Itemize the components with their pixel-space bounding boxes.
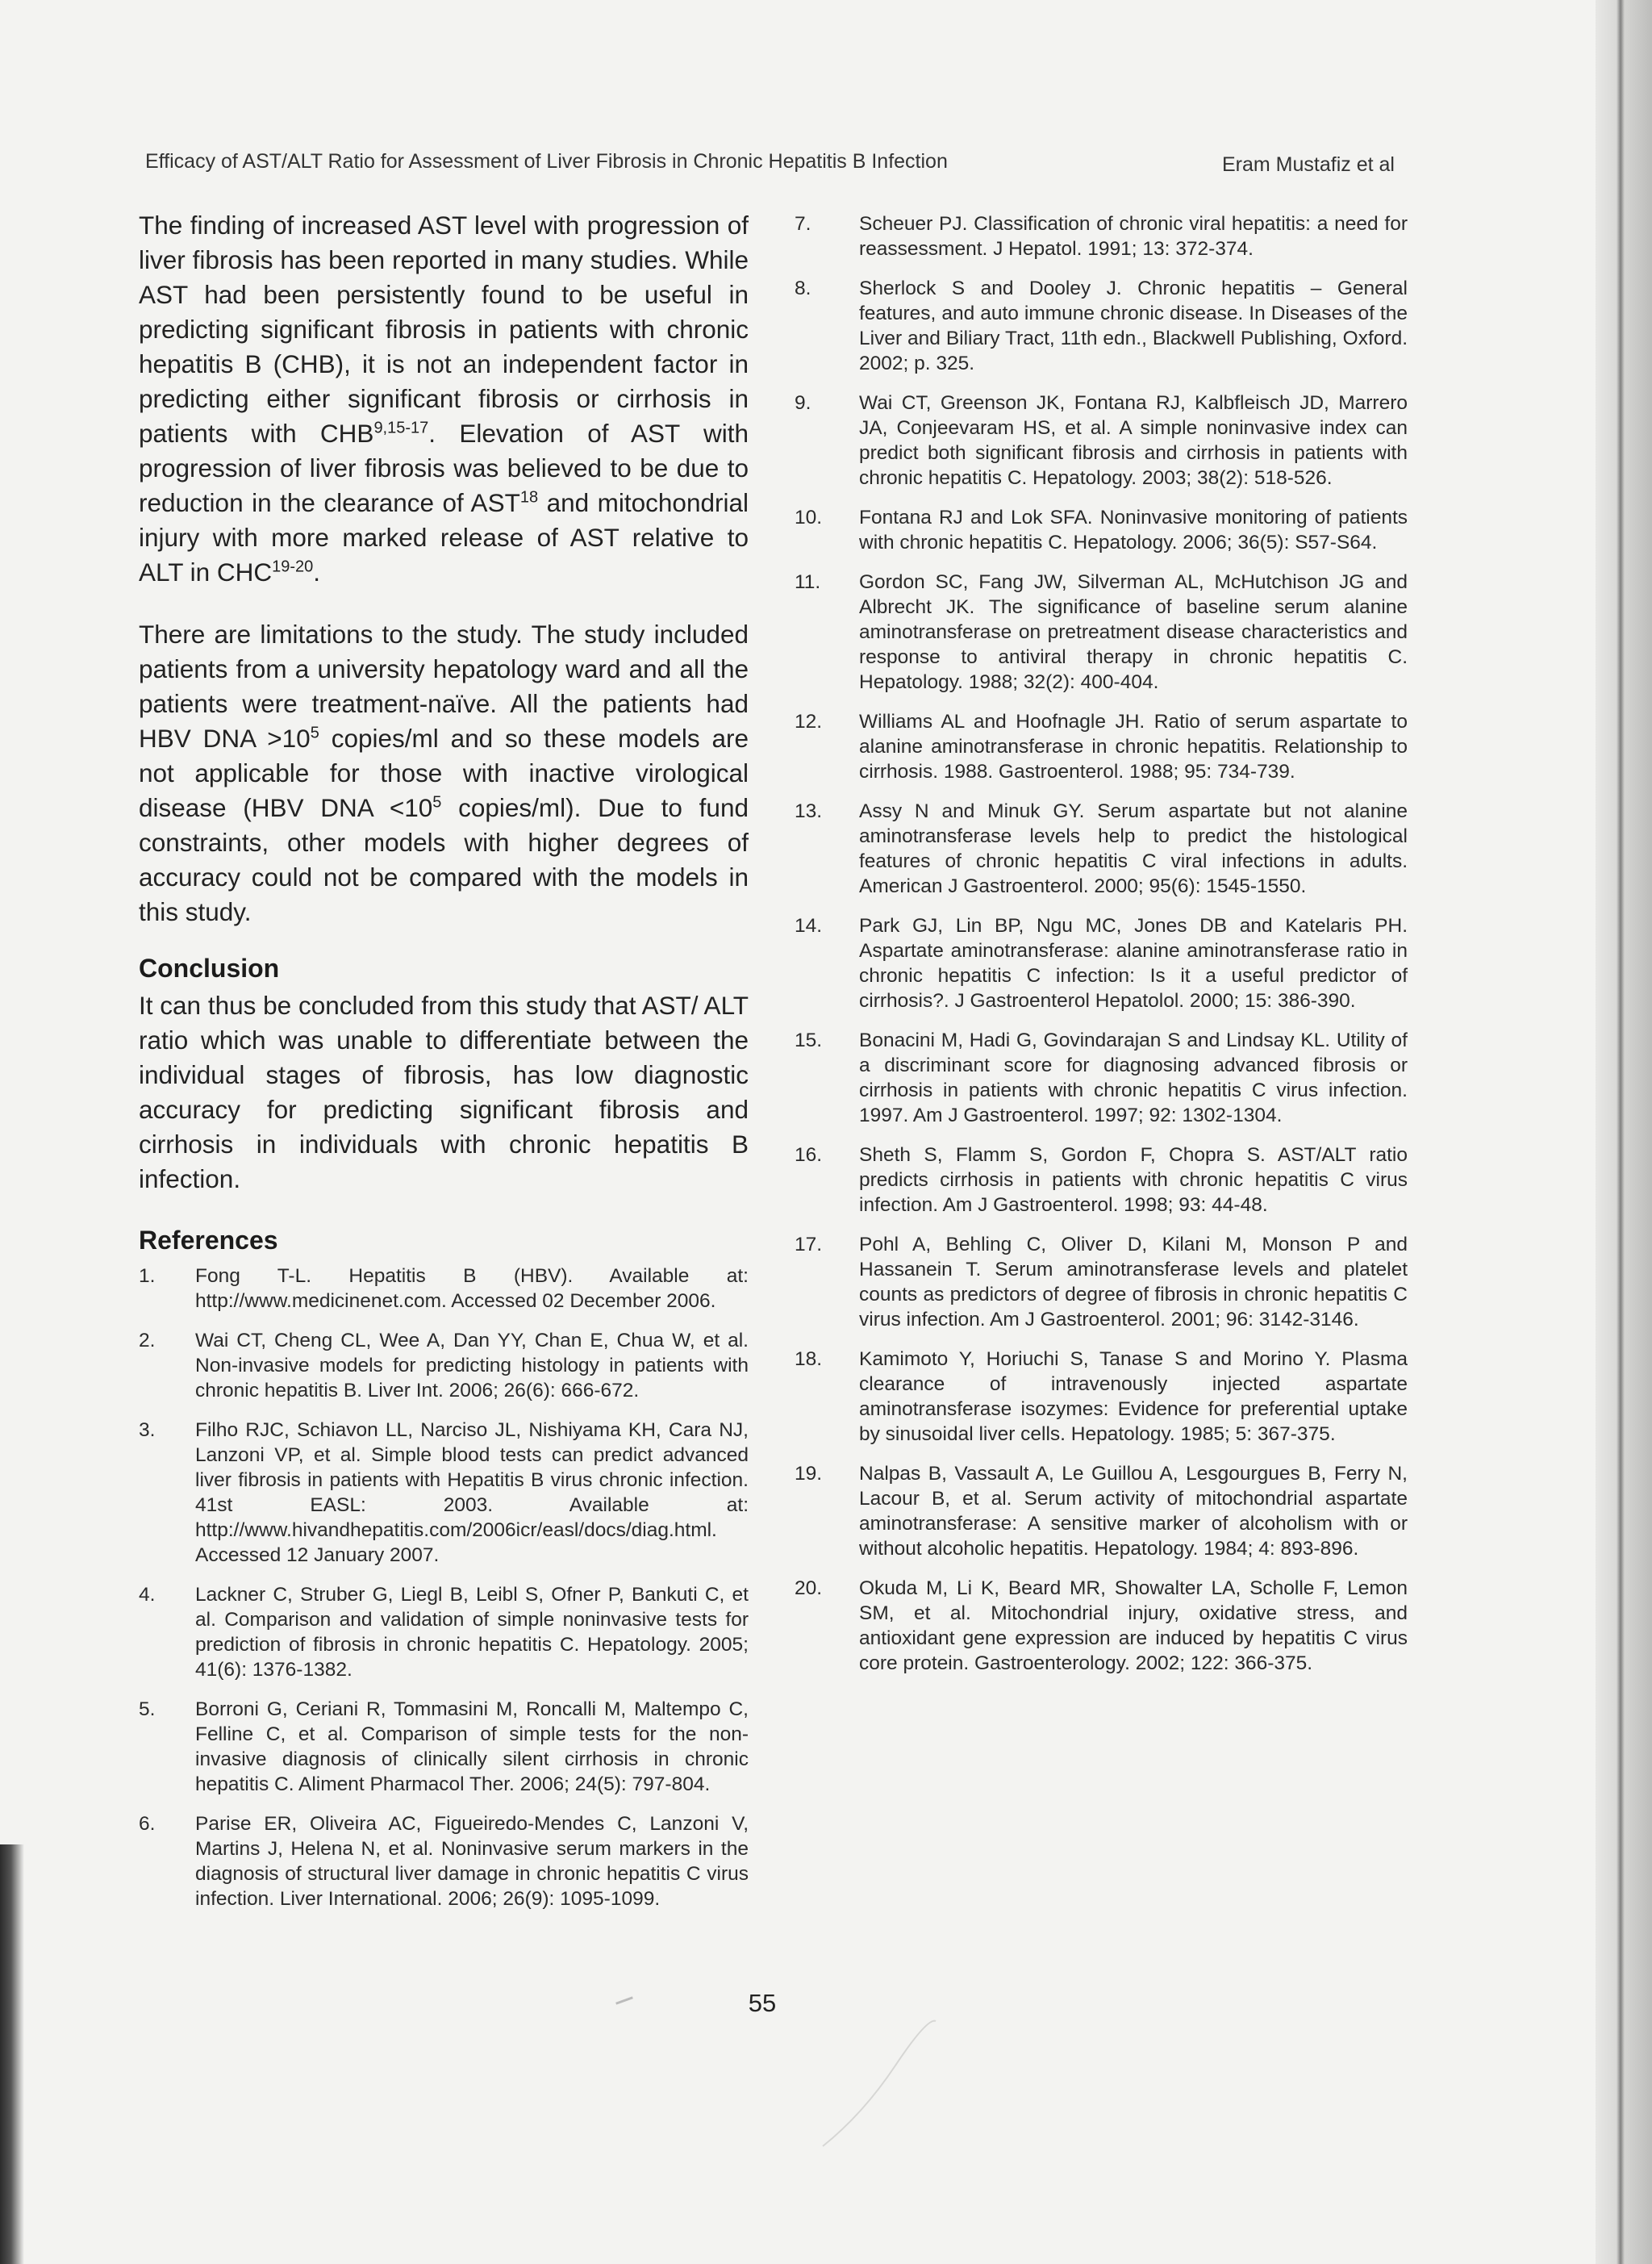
reference-item: 6. Parise ER, Oliveira AC, Figueiredo-Mendes C, Lanzoni V, Martins J, Helena N, et al. Noninvasive serum markers in the diagnosis of structural liver damage in chronic hepatitis C virus infection. Liver International. 2006; 26(9): 1095-1099. [139,1813,749,1910]
page-binding-shadow [1617,0,1625,2264]
references-list-left [139,1264,749,1911]
page-number: 55 [748,1989,777,2017]
reference-item: 3. Filho RJC, Schiavon LL, Narciso JL, Nishiyama KH, Cara NJ, Lanzoni VP, et al. Simple blood tests can predict advanced liver fibrosis in patients with Hepatitis B virus chronic infection. 41st EASL: 2003. Available at: http://www.hivandhepatitis.com/2006icr/easl/docs/diag.html. Accessed 12 January 2007. [139,1419,749,1566]
reference-item: 2. Wai CT, Cheng CL, Wee A, Dan YY, Chan E, Chua W, et al. Non-invasive models for predicting histology in patients with chronic hepatitis B. Liver Int. 2006; 26(6): 666-672. [139,1330,749,1401]
stray-mark [615,1996,633,2004]
reference-item: 20. Okuda M, Li K, Beard MR, Showalter LA, Scholle F, Lemon SM, et al. Mitochondrial injury, oxidative stress, and antioxidant gene expression are induced by hepatitis C virus core protein. Gastroenterology. 2002; 122: 366-375. [795,1577,1408,1674]
references-heading: References [139,1226,278,1255]
reference-item: 12. Williams AL and Hoofnagle JH. Ratio of serum aspartate to alanine aminotransferase in chronic hepatitis. Relationship to cirrhosis. 1988. Gastroenterol. 1988; 95: 734-739. [795,711,1408,783]
citation-superscript: 19-20 [272,558,314,576]
citation-superscript: 9,15-17 [373,419,429,437]
body-paragraph-2: There are limitations to the study. The study included patients from a university hepatology ward and all the patients were treatment-naïve. All the patients had HBV DNA $>10^5$ copies/ml and so these models are not applicable for those with inactive virological disease (HBV DNA $<10^5$ copies/ml). Due to fund constraints, other models with higher degrees of accuracy could not be compared with the models in this study. [139,620,749,926]
exponent-superscript: 5 [432,793,442,812]
conclusion-heading: Conclusion [139,954,280,983]
reference-item: 1. Fong T-L. Hepatitis B (HBV). Available at: http://www.medicinenet.com. Accessed 02 December 2006. [139,1265,749,1312]
reference-item: 16. Sheth S, Flamm S, Gordon F, Chopra S. AST/ALT ratio predicts cirrhosis in patients with chronic hepatitis C virus infection. Am J Gastroenterol. 1998; 93: 44-48. [795,1144,1408,1216]
stray-pencil-stroke [815,2017,944,2154]
reference-item: 17. Pohl A, Behling C, Oliver D, Kilani M, Monson P and Hassanein T. Serum aminotransferase levels and platelet counts as predictors of degree of fibrosis in chronic hepatitis C virus infection. Am J Gastroenterol. 2001; 96: 3142-3146. [795,1234,1408,1330]
reference-item: 13. Assy N and Minuk GY. Serum aspartate but not alanine aminotransferase levels help to predict the histological features of chronic hepatitis C viral infections in adults. American J Gastroenterol. 2000; 95(6): 1545-1550. [795,800,1408,897]
page-edge-shadow-left [0,1844,24,2264]
reference-item: 9. Wai CT, Greenson JK, Fontana RJ, Kalbfleisch JD, Marrero JA, Conjeevaram HS, et al. A simple noninvasive index can predict both significant fibrosis and cirrhosis in patients with chronic hepatitis C. Hepatology. 2003; 38(2): 518-526. [795,392,1408,489]
reference-item: 4. Lackner C, Struber G, Liegl B, Leibl S, Ofner P, Bankuti C, et al. Comparison and validation of simple noninvasive tests for prediction of fibrosis in chronic hepatitis C. Hepatology. 2005; 41(6): 1376-1382. [139,1584,749,1681]
citation-superscript: 18 [519,488,539,507]
references-list-right [795,211,1408,1676]
left-column [139,208,749,1926]
body-paragraph-1: The finding of increased AST level with progression of liver fibrosis has been reported in many studies. While AST had been persistently found to be useful in predicting significant fibrosis in patients with chronic hepatitis B (CHB), it is not an independent factor in predicting either significant fibrosis or cirrhosis in patients with CHB$^{9,15-17}$. Elevation of AST with progression of liver fibrosis was believed to be due to reduction in the clearance of AST$^{18}$ and mitochondrial injury with more marked release of AST relative to ALT in CHC$^{19-20}$. [139,211,749,587]
reference-item: 18. Kamimoto Y, Horiuchi S, Tanase S and Morino Y. Plasma clearance of intravenously injected aspartate aminotransferase isozymes: Evidence for preferential uptake by sinusoidal liver cells. Hepatology. 1985; 5: 367-375. [795,1348,1408,1445]
reference-item: 19. Nalpas B, Vassault A, Le Guillou A, Lesgourgues B, Ferry N, Lacour B, et al. Serum activity of mitochondrial aspartate aminotransferase: A sensitive marker of alcoholism with or without alcoholic hepatitis. Hepatology. 1984; 4: 893-896. [795,1463,1408,1560]
reference-item: 15. Bonacini M, Hadi G, Govindarajan S and Lindsay KL. Utility of a discriminant score for diagnosing advanced fibrosis or cirrhosis in patients with chronic hepatitis C virus infection. 1997. Am J Gastroenterol. 1997; 92: 1302-1304. [795,1030,1408,1126]
reference-item: 8. Sherlock S and Dooley J. Chronic hepatitis – General features, and auto immune chronic disease. In Diseases of the Liver and Biliary Tract, 11th edn., Blackwell Publishing, Oxford. 2002; p. 325. [795,278,1408,374]
reference-item: 14. Park GJ, Lin BP, Ngu MC, Jones DB and Katelaris PH. Aspartate aminotransferase: alanine aminotransferase ratio in chronic hepatitis C infection: Is it a useful predictor of cirrhosis?. J Gastroenterol Hepatolol. 2000; 15: 386-390. [795,915,1408,1012]
right-column [795,211,1408,1690]
reference-item: 10. Fontana RJ and Lok SFA. Noninvasive monitoring of patients with chronic hepatitis C. Hepatology. 2006; 36(5): S57-S64. [795,507,1408,553]
reference-item: 11. Gordon SC, Fang JW, Silverman AL, McHutchison JG and Albrecht JK. The significance of baseline serum alanine aminotransferase on pretreatment disease characteristics and response to antiviral therapy in chronic hepatitis C. Hepatology. 1988; 32(2): 400-404. [795,571,1408,693]
running-header-title: Efficacy of AST/ALT Ratio for Assessment of Liver Fibrosis in Chronic Hepatitis B Infection [145,150,948,173]
reference-item: 5. Borroni G, Ceriani R, Tommasini M, Roncalli M, Maltempo C, Felline C, et al. Comparison of simple tests for the non-invasive diagnosis of clinically silent cirrhosis in chronic hepatitis C. Aliment Pharmacol Ther. 2006; 24(5): 797-804. [139,1698,749,1795]
running-header-author: Eram Mustafiz et al [1222,153,1395,176]
conclusion-paragraph: It can thus be concluded from this study that AST/ ALT ratio which was unable to differentiate between the individual stages of fibrosis, has low diagnostic accuracy for predicting significant fibrosis and cirrhosis in individuals with chronic hepatitis B infection. [139,991,749,1193]
reference-item: 7. Scheuer PJ. Classification of chronic viral hepatitis: a need for reassessment. J Hepatol. 1991; 13: 372-374. [795,213,1408,260]
exponent-superscript: 5 [310,724,319,742]
